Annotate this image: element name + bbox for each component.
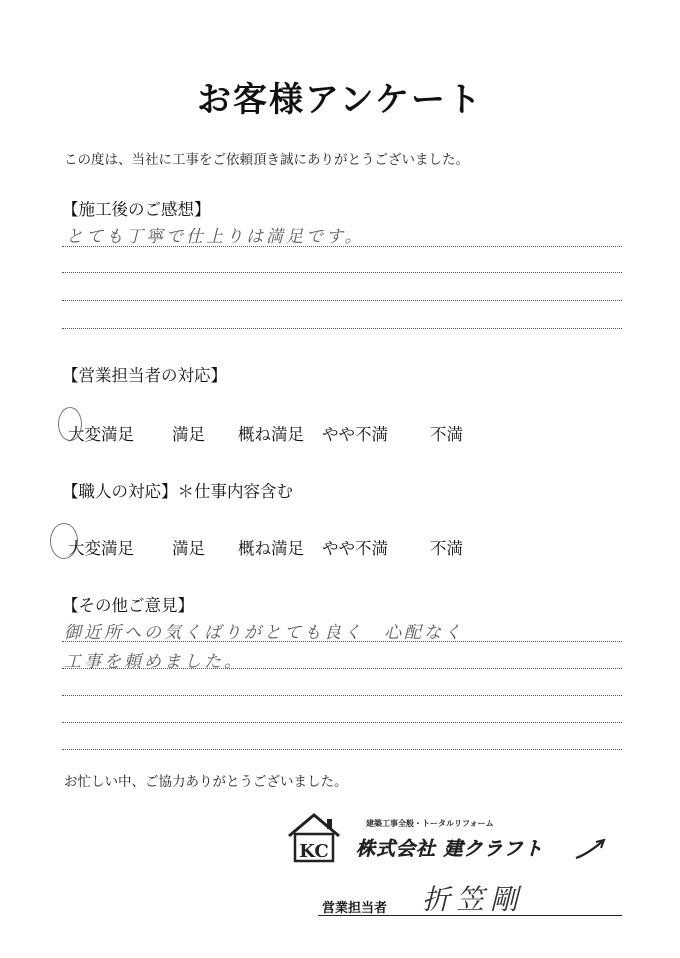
- representative-signature: 折笠剛: [422, 883, 525, 916]
- answer-line: [62, 668, 622, 669]
- craftsman-option-slightly-dissatisfied[interactable]: やや不満: [322, 539, 388, 558]
- impressions-heading: 【施工後のご感想】: [62, 200, 211, 219]
- house-logo-icon: [286, 812, 342, 864]
- craftsman-option-dissatisfied[interactable]: 不満: [430, 539, 463, 558]
- sales-option-very-satisfied[interactable]: 大変満足: [68, 425, 134, 444]
- craftsman-heading-label: 【職人の対応】: [62, 482, 178, 501]
- sales-option-slightly-dissatisfied[interactable]: やや不満: [322, 425, 388, 444]
- craftsman-option-very-satisfied[interactable]: 大変満足: [68, 539, 134, 558]
- answer-line: [62, 722, 622, 723]
- craftsman-heading: [62, 478, 293, 502]
- other-heading: 【その他ご意見】: [62, 596, 194, 615]
- answer-line: [62, 328, 622, 329]
- swoosh-icon: [574, 836, 606, 862]
- other-answer-line1: 御近所への気くばりがとても良く 心配なく: [64, 623, 464, 643]
- answer-line: [62, 641, 622, 642]
- craftsman-option-mostly-satisfied[interactable]: 概ね満足: [238, 539, 304, 558]
- sales-option-dissatisfied[interactable]: 不満: [430, 425, 463, 444]
- answer-line: [62, 749, 622, 750]
- logo-letters: KC: [299, 841, 329, 862]
- answer-line: [62, 695, 622, 696]
- sales-option-satisfied[interactable]: 満足: [172, 425, 205, 444]
- representative-label: 営業担当者: [322, 901, 388, 916]
- closing-text: お忙しい中、ご協力ありがとうございました。: [64, 774, 348, 790]
- craftsman-heading-note: ＊仕事内容含む: [177, 482, 293, 501]
- other-answer-line2: 工事を頼めました。: [64, 652, 244, 672]
- page-title: お客様アンケート: [197, 80, 483, 120]
- impressions-answer: とても丁寧で仕上りは満足です。: [66, 227, 365, 247]
- sales-option-mostly-satisfied[interactable]: 概ね満足: [238, 425, 304, 444]
- answer-line: [62, 246, 622, 247]
- craftsman-option-satisfied[interactable]: 満足: [172, 539, 205, 558]
- signature-line: [318, 915, 622, 916]
- sales-heading: 【営業担当者の対応】: [62, 366, 227, 385]
- intro-text: この度は、当社に工事をご依頼頂き誠にありがとうございました。: [64, 152, 469, 168]
- company-name: 株式会社 建クラフト: [356, 838, 544, 860]
- answer-line: [62, 272, 622, 273]
- answer-line: [62, 300, 622, 301]
- company-tagline: 建築工事全般・トータルリフォーム: [366, 819, 494, 828]
